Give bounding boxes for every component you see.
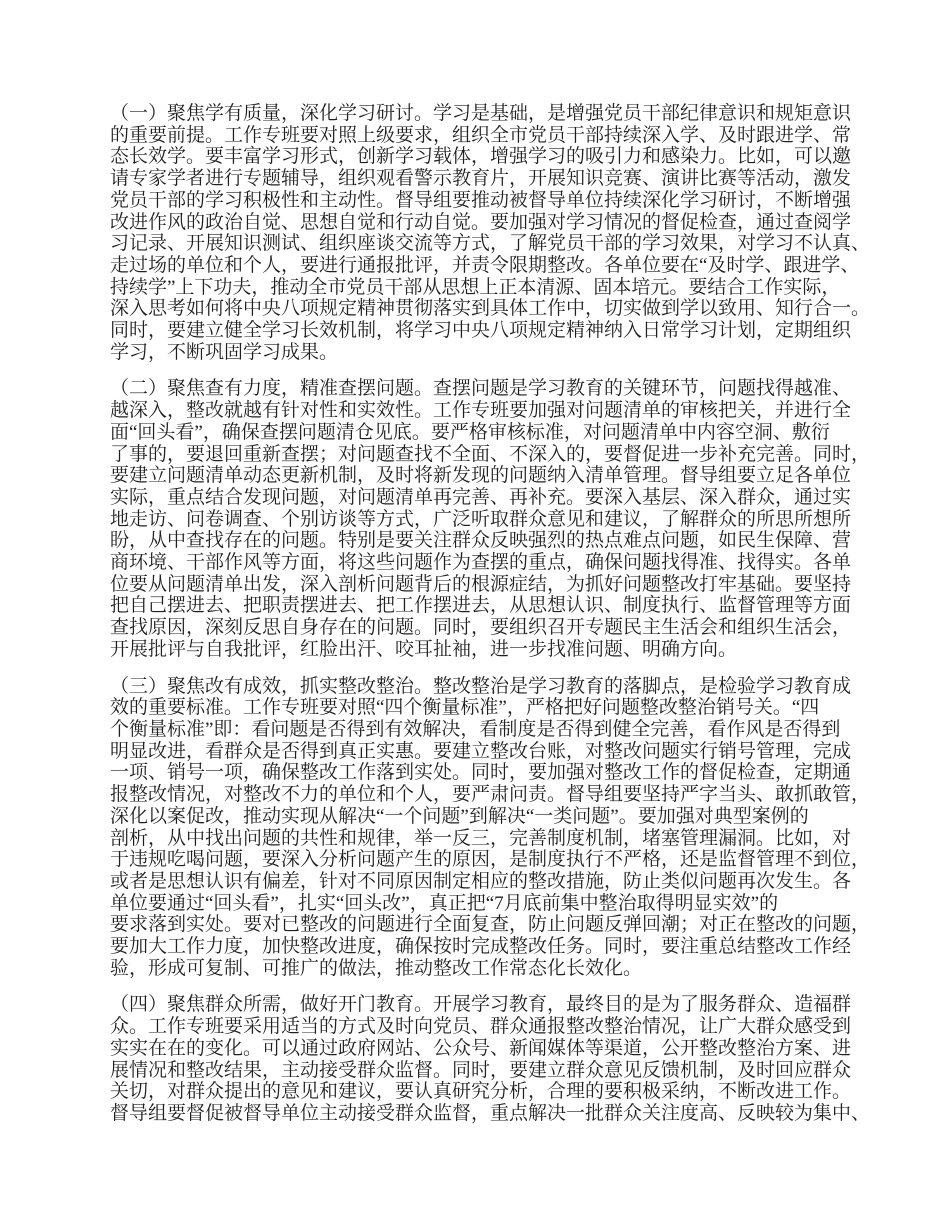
- text-line: 持续学”上下功夫，推动全市党员干部从思想上正本清源、固本培元。要结合工作实际，: [110, 276, 841, 298]
- text-line: 开展批评与自我批评，红脸出汗、咬耳扯袖，进一步找准问题、明确方向。: [110, 638, 738, 660]
- text-line: 深化以案促改，推动实现从解决“一个问题”到解决“一类问题”。要加强对典型案例的: [110, 805, 809, 827]
- text-line: 要求落到实处。要对已整改的问题进行全面复查，防止问题反弹回潮；对正在整改的问题，: [110, 914, 871, 936]
- text-line: （三）聚焦改有成效，抓实整改整治。整改整治是学习教育的落脚点，是检验学习教育成: [110, 675, 852, 697]
- text-line: 个衡量标准”即：看问题是否得到有效解决，看制度是否得到健全完善，看作风是否得到: [110, 718, 841, 740]
- text-line: 实际，重点结合发现问题，对问题清单再完善、再补充。要深入基层、深入群众，通过实: [110, 486, 852, 508]
- text-line: （四）聚焦群众所需，做好开门教育。开展学习教育，最终目的是为了服务群众、造福群: [110, 994, 852, 1016]
- text-line: 改进作风的政治自觉、思想自觉和行动自觉。要加强对学习情况的督促检查，通过查阅学: [110, 211, 852, 233]
- document-body: [110, 103, 871, 1140]
- text-line: 习记录、开展知识测试、组织座谈交流等方式，了解党员干部的学习效果，对学习不认真、: [110, 233, 871, 255]
- text-line: 越深入，整改就越有针对性和实效性。工作专班要加强对问题清单的审核把关，并进行全: [110, 400, 852, 422]
- paragraph: [110, 378, 871, 660]
- text-line: 查找原因，深刻反思自身存在的问题。同时，要组织召开专题民主生活会和组织生活会，: [110, 617, 852, 639]
- text-line: 剖析，从中找出问题的共性和规律，举一反三，完善制度机制，堵塞管理漏洞。比如，对: [110, 827, 852, 849]
- text-line: 学习，不断巩固学习成果。: [110, 341, 339, 363]
- text-line: 党员干部的学习积极性和主动性。督导组要推动被督导单位持续深化学习研讨，不断增强: [110, 189, 852, 211]
- text-line: 请专家学者进行专题辅导，组织观看警示教育片，开展知识竞赛、演讲比赛等活动，激发: [110, 168, 852, 190]
- text-line: 盼，从中查找存在的问题。特别是要关注群众反映强烈的热点难点问题，如民生保障、营: [110, 530, 852, 552]
- text-line: 深入思考如何将中央八项规定精神贯彻落实到具体工作中，切实做到学以致用、知行合一。: [110, 298, 871, 320]
- text-line: 督导组要督促被督导单位主动接受群众监督，重点解决一批群众关注度高、反映较为集中、: [110, 1102, 871, 1124]
- text-line: 把自己摆进去、把职责摆进去、把工作摆进去，从思想认识、制度执行、监督管理等方面: [110, 595, 852, 617]
- text-line: 了事的，要退回重新查摆；对问题查找不全面、不深入的，要督促进一步补充完善。同时，: [110, 443, 871, 465]
- text-line: 要建立问题清单动态更新机制，及时将新发现的问题纳入清单管理。督导组要立足各单位: [110, 465, 852, 487]
- text-line: 众。工作专班要采用适当的方式及时向党员、群众通报整改整治情况，让广大群众感受到: [110, 1016, 852, 1038]
- text-line: 展情况和整改结果，主动接受群众监督。同时，要建立群众意见反馈机制，及时回应群众: [110, 1059, 852, 1081]
- text-line: 实实在在的变化。可以通过政府网站、公众号、新闻媒体等渠道，公开整改整治方案、进: [110, 1037, 852, 1059]
- text-line: 或者是思想认识有偏差，针对不同原因制定相应的整改措施，防止类似问题再次发生。各: [110, 870, 852, 892]
- paragraph: [110, 103, 871, 363]
- text-line: 地走访、问卷调查、个别访谈等方式，广泛听取群众意见和建议，了解群众的所思所想所: [110, 508, 852, 530]
- text-line: 验，形成可复制、可推广的做法，推动整改工作常态化长效化。: [110, 957, 643, 979]
- text-line: 效的重要标准。工作专班要对照“四个衡量标准”，严格把好问题整改整治销号关。“四: [110, 697, 820, 719]
- text-line: 报整改情况，对整改不力的单位和个人，要严肃问责。督导组要坚持严字当头、敢抓敢管，: [110, 784, 871, 806]
- text-line: 一项、销号一项，确保整改工作落到实处。同时，要加强对整改工作的督促检查，定期通: [110, 762, 852, 784]
- text-line: （一）聚焦学有质量，深化学习研讨。学习是基础，是增强党员干部纪律意识和规矩意识: [110, 103, 852, 124]
- text-line: 明显改进，看群众是否得到真正实惠。要建立整改台账，对整改问题实行销号管理，完成: [110, 740, 852, 762]
- text-line: 要加大工作力度，加快整改进度，确保按时完成整改任务。同时，要注重总结整改工作经: [110, 936, 852, 958]
- text-line: 同时，要建立健全学习长效机制，将学习中央八项规定精神纳入日常学习计划，定期组织: [110, 320, 852, 342]
- text-line: 单位要通过“回头看”，扎实“回头改”，真正把“7月底前集中整治取得明显实效”的: [110, 892, 779, 914]
- text-line: 面“回头看”，确保查摆问题清仓见底。要严格审核标准，对问题清单中内容空洞、敷衍: [110, 421, 830, 443]
- paragraph: [110, 994, 871, 1124]
- text-line: （二）聚焦查有力度，精准查摆问题。查摆问题是学习教育的关键环节，问题找得越准、: [110, 378, 852, 400]
- text-line: 走过场的单位和个人，要进行通报批评，并责令限期整改。各单位要在“及时学、跟进学、: [110, 254, 860, 276]
- text-line: 于违规吃喝问题，要深入分析问题产生的原因，是制度执行不严格，还是监督管理不到位，: [110, 849, 871, 871]
- text-line: 态长效学。要丰富学习形式，创新学习载体，增强学习的吸引力和感染力。比如，可以邀: [110, 146, 852, 168]
- paragraph: [110, 675, 871, 980]
- text-line: 商环境、干部作风等方面，将这些问题作为查摆的重点，确保问题找得准、找得实。各单: [110, 552, 852, 574]
- text-line: 位要从问题清单出发，深入剖析问题背后的根源症结，为抓好问题整改打牢基础。要坚持: [110, 573, 852, 595]
- text-line: 的重要前提。工作专班要对照上级要求，组织全市党员干部持续深入学、及时跟进学、常: [110, 124, 852, 146]
- text-line: 关切，对群众提出的意见和建议，要认真研究分析，合理的要积极采纳，不断改进工作。: [110, 1081, 852, 1103]
